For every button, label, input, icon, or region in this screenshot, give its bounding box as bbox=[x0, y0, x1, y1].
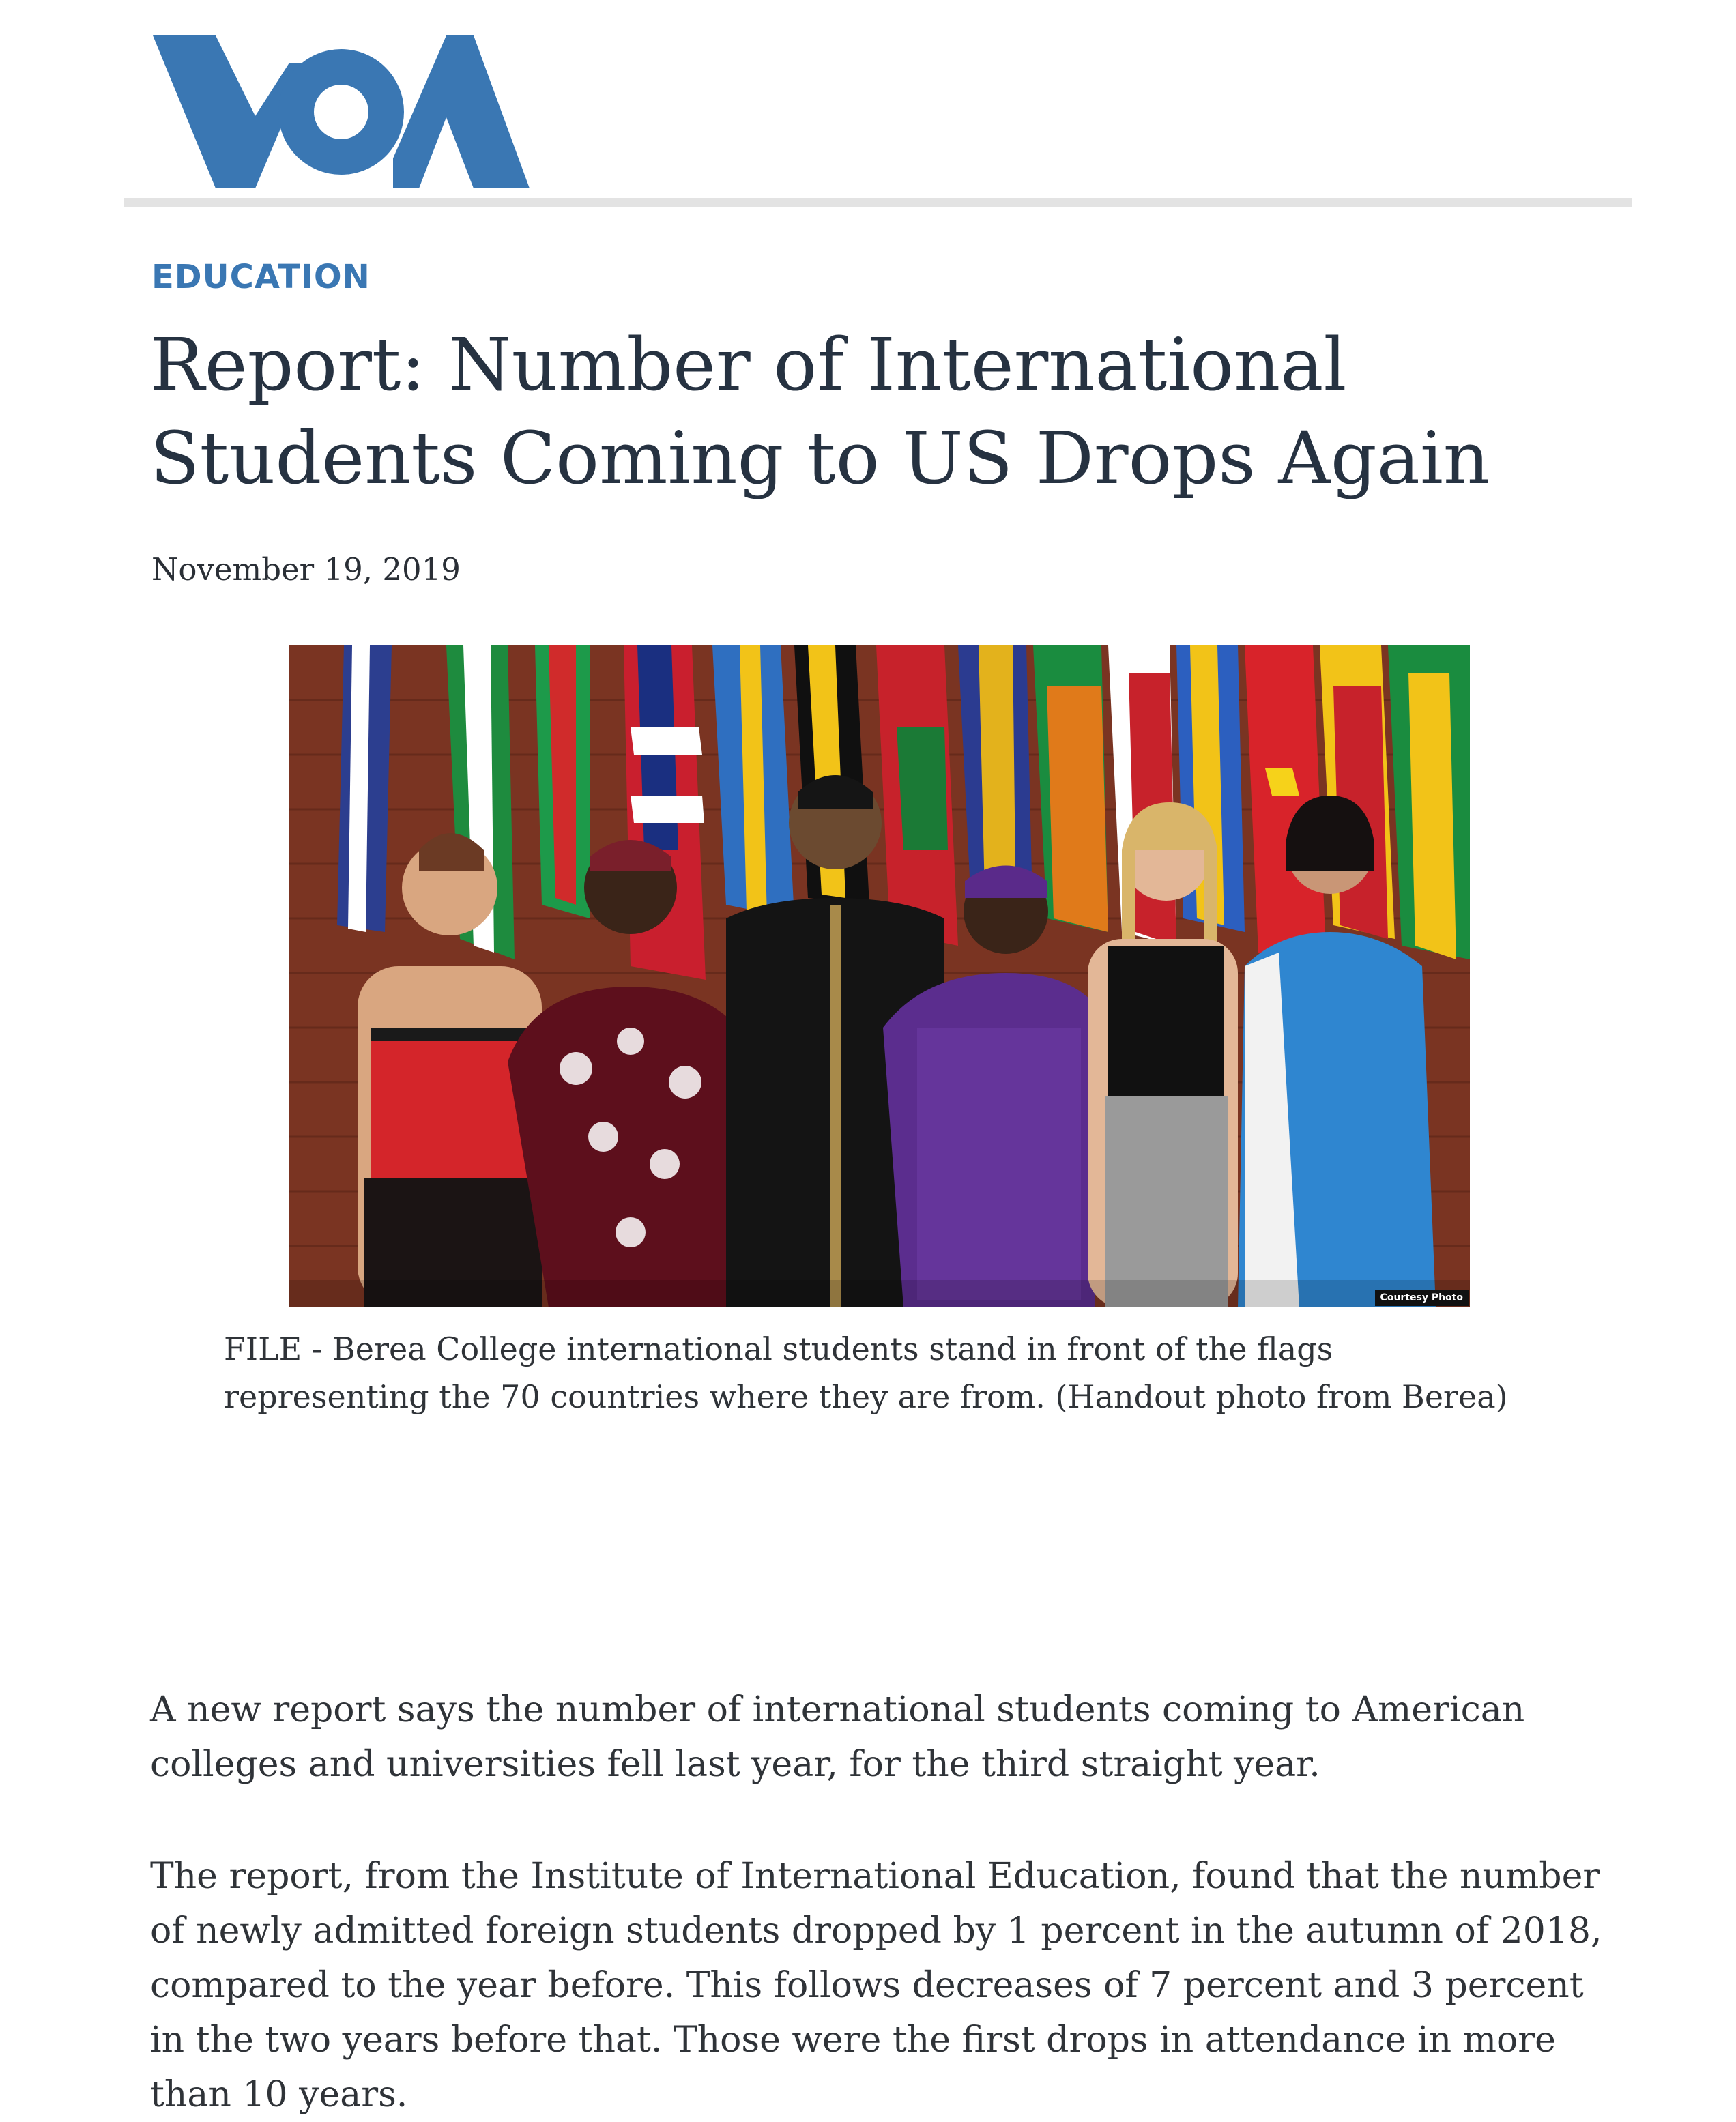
body-paragraph-1: A new report says the number of international students coming to American colleges and universities fell last year, for the third straight year. bbox=[150, 1689, 1525, 1785]
voa-logo-mark bbox=[153, 35, 530, 188]
photo-caption: FILE - Berea College international students stand in front of the flags representing the 70 countries where they are from. (Handout photo from Berea) bbox=[224, 1331, 1508, 1415]
students-photo-illustration bbox=[289, 645, 1470, 1307]
article-headline: Report: Number of International Students Coming to US Drops Again bbox=[150, 323, 1490, 500]
photo-credit: Courtesy Photo bbox=[1375, 1290, 1469, 1306]
article-photo bbox=[289, 645, 1470, 1307]
header-divider bbox=[124, 198, 1632, 207]
publish-date: November 19, 2019 bbox=[151, 551, 461, 587]
section-label[interactable]: EDUCATION bbox=[151, 258, 371, 296]
voa-logo[interactable] bbox=[153, 35, 530, 188]
body-paragraph-2: The report, from the Institute of International Education, found that the number of newly admitted foreign students dropped by 1 percent in the autumn of 2018, compared to the year before. This follows decreases of 7 percent and 3 percent in the two years before that. Those were the first drops in attendance in more than 10 years. bbox=[150, 1856, 1602, 2115]
